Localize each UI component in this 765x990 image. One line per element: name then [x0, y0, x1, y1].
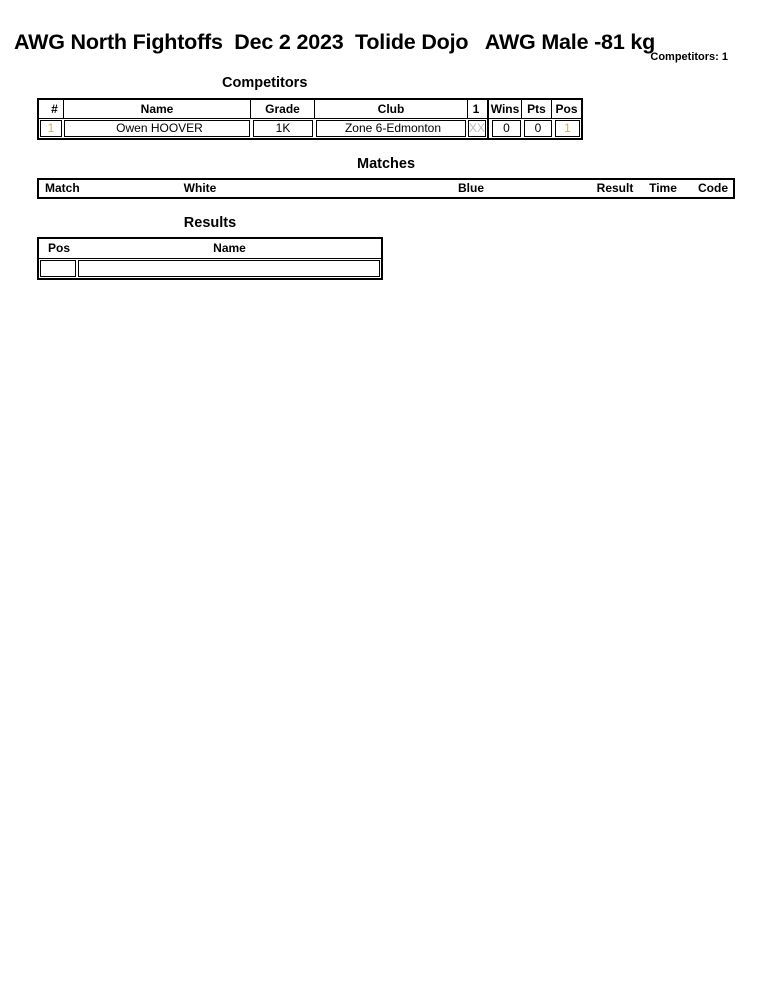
col-header-grid-1: 1 — [472, 102, 480, 116]
col-header-name: Name — [64, 100, 251, 118]
col-header-blue: Blue — [457, 181, 484, 195]
col-header-number: # — [39, 100, 64, 118]
competitor-wins: 0 — [492, 120, 521, 137]
matches-table — [37, 178, 735, 199]
competitor-club: Zone 6-Edmonton — [316, 120, 466, 137]
col-header-result: Result — [596, 181, 634, 195]
result-pos-cell — [40, 260, 76, 277]
results-table — [37, 237, 383, 280]
col-header-result-pos: Pos — [48, 241, 71, 255]
col-header-code: Code — [698, 181, 728, 195]
col-header-pos: Pos — [555, 102, 578, 116]
col-header-white: White — [183, 181, 217, 195]
competitor-grade: 1K — [253, 120, 313, 137]
competitors-count: Competitors: 1 — [650, 51, 728, 63]
matches-heading: Matches — [356, 156, 416, 172]
summary-divider — [487, 100, 489, 138]
competitors-table-inner — [39, 100, 581, 138]
matches-header-row — [39, 180, 733, 197]
competitor-pts: 0 — [524, 120, 552, 137]
col-header-match: Match — [45, 181, 80, 195]
competitors-header-row — [39, 100, 581, 119]
results-heading: Results — [183, 215, 237, 231]
competitor-name: Owen HOOVER — [64, 120, 250, 137]
results-table-inner — [39, 239, 381, 278]
col-header-club: Club — [315, 100, 468, 118]
competitor-grid-cell: XX — [469, 121, 486, 135]
competitors-table — [37, 98, 583, 140]
col-header-time: Time — [649, 181, 677, 195]
page-title: AWG North Fightoffs Dec 2 2023 Tolide Dojo AWG Male -81 kg — [14, 30, 656, 54]
col-header-result-name: Name — [213, 241, 246, 255]
competitors-heading: Competitors — [222, 75, 308, 91]
competitor-number: 1 — [40, 120, 62, 137]
col-header-pts: Pts — [522, 100, 552, 118]
col-header-grade: Grade — [251, 100, 315, 118]
col-header-wins: Wins — [489, 100, 522, 118]
competitor-pos: 1 — [555, 120, 580, 137]
result-name-cell — [78, 260, 380, 277]
results-header-row — [39, 239, 381, 259]
